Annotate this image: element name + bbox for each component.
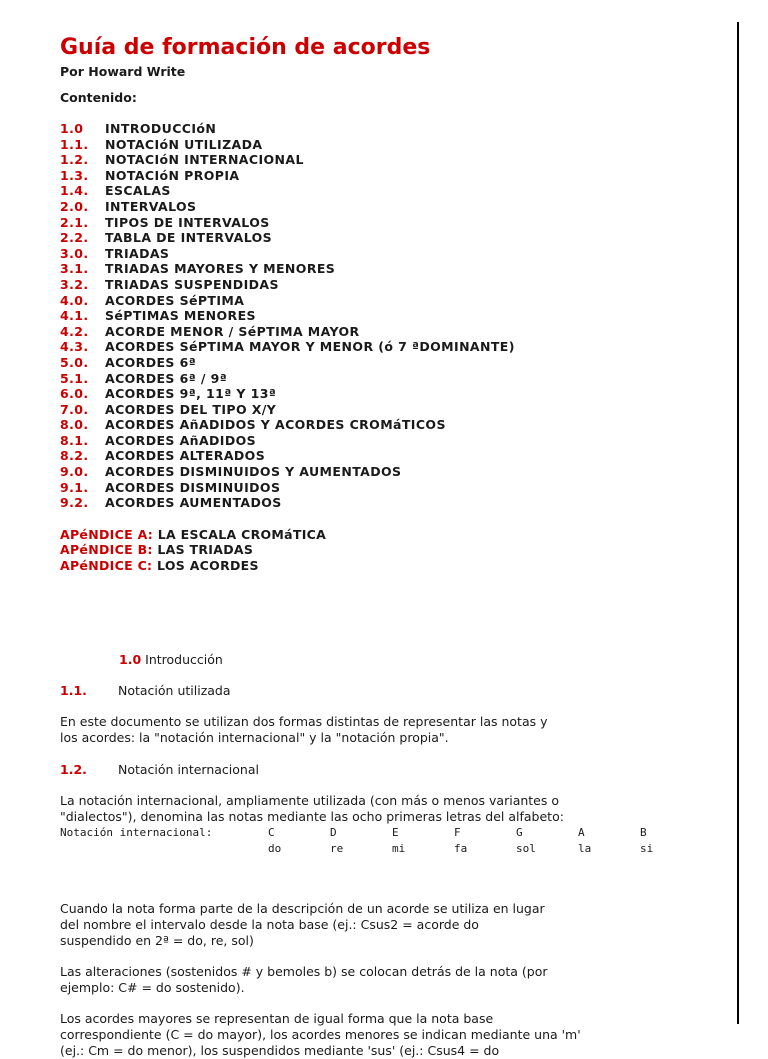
- paragraph-1-2-chords: Los acordes mayores se representan de igual forma que la nota base correspondiente (C = do mayor), los acordes menores se indican mediante una 'm' (ej.: Cm = do menor), los suspendidos mediante 'sus' (ej.: Csus4 = do: [60, 1011, 581, 1058]
- toc-item[interactable]: [60, 402, 720, 418]
- section-1-2-heading: [60, 762, 259, 777]
- toc-item-number: 1.3.: [60, 167, 89, 183]
- toc-item-label: ESCALAS: [105, 183, 171, 199]
- toc-item-number: 1.4.: [60, 183, 89, 199]
- toc-item[interactable]: [60, 168, 720, 184]
- section-title: Notación internacional: [118, 762, 259, 777]
- toc-item-label: ACORDES DISMINUIDOS: [105, 479, 281, 495]
- toc-item-label: ACORDES 9ª, 11ª Y 13ª: [105, 386, 277, 402]
- toc-item-number: 6.0.: [60, 386, 89, 402]
- section-number: 1.2.: [60, 762, 87, 777]
- toc-item[interactable]: [60, 308, 720, 324]
- appendix-prefix: APéNDICE C:: [60, 558, 153, 574]
- section-number: 1.1.: [60, 683, 87, 698]
- document-body: [60, 33, 720, 1058]
- paragraph-1-2-alterations: Las alteraciones (sostenidos # y bemoles b) se colocan detrás de la nota (por ejemplo: C# = do sostenido).: [60, 964, 548, 995]
- note-name: fa: [454, 842, 468, 855]
- toc-item-label: TIPOS DE INTERVALOS: [105, 214, 270, 230]
- toc-item-label: ACORDES AUMENTADOS: [105, 495, 282, 511]
- toc-item-label: ACORDES ALTERADOS: [105, 448, 266, 464]
- toc-item-label: ACORDES 6ª: [105, 354, 197, 370]
- toc-item-number: 8.0.: [60, 417, 89, 433]
- toc-item[interactable]: [60, 277, 720, 293]
- toc-item-number: 2.2.: [60, 230, 89, 246]
- note-letter: E: [392, 826, 399, 839]
- toc-item-number: 7.0.: [60, 401, 89, 417]
- table-of-contents: [60, 121, 720, 511]
- toc-item[interactable]: [60, 339, 720, 355]
- toc-item-label: NOTACIóN INTERNACIONAL: [105, 152, 304, 168]
- toc-item-number: 4.1.: [60, 308, 89, 324]
- toc-item-number: 8.1.: [60, 432, 89, 448]
- paragraph-1-2-chord: Cuando la nota forma parte de la descripción de un acorde se utiliza en lugar del nombre el intervalo desde la nota base (ej.: Csus2 = acorde do suspendido en 2ª = do, re, sol): [60, 901, 545, 948]
- toc-item-number: 8.2.: [60, 448, 89, 464]
- toc-item-number: 1.1.: [60, 136, 89, 152]
- toc-item-label: TRIADAS SUSPENDIDAS: [105, 276, 279, 292]
- appendix-item[interactable]: [60, 527, 720, 543]
- toc-item-label: ACORDES 6ª / 9ª: [105, 370, 228, 386]
- toc-item-label: INTRODUCCIóN: [105, 121, 217, 136]
- note-letter: D: [330, 826, 337, 839]
- appendix-item[interactable]: [60, 558, 720, 574]
- toc-item-label: SéPTIMAS MENORES: [105, 308, 256, 324]
- toc-item-label: ACORDES DISMINUIDOS Y AUMENTADOS: [105, 464, 402, 480]
- toc-item-label: ACORDES SéPTIMA MAYOR Y MENOR (ó 7 ªDOMINANTE): [105, 339, 515, 355]
- toc-item[interactable]: [60, 293, 720, 309]
- section-1-0-heading[interactable]: [119, 652, 223, 667]
- toc-item-label: ACORDES DEL TIPO X/Y: [105, 401, 277, 417]
- document-title: Guía de formación de acordes: [60, 35, 431, 60]
- toc-item-number: 2.0.: [60, 198, 89, 214]
- note-letter: A: [578, 826, 585, 839]
- toc-item-label: NOTACIóN PROPIA: [105, 167, 240, 183]
- note-name: la: [578, 842, 592, 855]
- appendix-label: LAS TRIADAS: [157, 542, 254, 558]
- toc-item[interactable]: [60, 137, 720, 153]
- toc-item-number: 4.3.: [60, 339, 89, 355]
- section-title: Introducción: [145, 652, 223, 667]
- toc-item-label: TRIADAS MAYORES Y MENORES: [105, 261, 336, 277]
- appendix-prefix: APéNDICE B:: [60, 542, 153, 558]
- toc-item-number: 4.2.: [60, 323, 89, 339]
- appendix-list: [60, 527, 720, 574]
- toc-item-number: 9.2.: [60, 495, 89, 511]
- note-letter: C: [268, 826, 275, 839]
- toc-item[interactable]: [60, 495, 720, 511]
- note-name: re: [330, 842, 344, 855]
- appendix-prefix: APéNDICE A:: [60, 526, 154, 542]
- toc-item-label: ACORDES AñADIDOS: [105, 432, 257, 448]
- section-number: 1.0: [119, 652, 142, 667]
- toc-item-label: ACORDE MENOR / SéPTIMA MAYOR: [105, 323, 360, 339]
- toc-item[interactable]: [60, 199, 720, 215]
- note-name: do: [268, 842, 282, 855]
- toc-item-number: 9.0.: [60, 464, 89, 480]
- toc-item-number: 2.1.: [60, 214, 89, 230]
- document-author: Por Howard Write: [60, 64, 186, 79]
- section-1-1-heading: [60, 683, 231, 698]
- toc-item[interactable]: [60, 152, 720, 168]
- note-letter: B: [640, 826, 647, 839]
- note-name: mi: [392, 842, 406, 855]
- toc-item[interactable]: [60, 448, 720, 464]
- appendix-label: LOS ACORDES: [157, 558, 259, 574]
- toc-item-number: 1.0: [60, 121, 84, 136]
- note-name: sol: [516, 842, 536, 855]
- toc-item[interactable]: [60, 355, 720, 371]
- toc-item[interactable]: [60, 230, 720, 246]
- paragraph-1-1: En este documento se utilizan dos formas distintas de representar las notas y los acordes: la "notación internacional" y la "notación propia".: [60, 714, 548, 745]
- toc-item-number: 9.1.: [60, 479, 89, 495]
- toc-item-number: 5.0.: [60, 354, 89, 370]
- toc-item-label: TABLA DE INTERVALOS: [105, 230, 273, 246]
- note-letter: G: [516, 826, 523, 839]
- contents-heading: Contenido:: [60, 90, 137, 105]
- toc-item-number: 3.0.: [60, 245, 89, 261]
- toc-item-label: INTERVALOS: [105, 198, 197, 214]
- toc-item[interactable]: [60, 183, 720, 199]
- toc-item-number: 3.1.: [60, 261, 89, 277]
- appendix-label: LA ESCALA CROMáTICA: [157, 526, 327, 542]
- toc-item[interactable]: [60, 464, 720, 480]
- note-letter: F: [454, 826, 461, 839]
- toc-item-number: 3.2.: [60, 276, 89, 292]
- toc-item-label: ACORDES SéPTIMA: [105, 292, 245, 308]
- toc-item-number: 5.1.: [60, 370, 89, 386]
- toc-item[interactable]: [60, 386, 720, 402]
- toc-item[interactable]: [60, 417, 720, 433]
- note-name: si: [640, 842, 654, 855]
- page-divider-line: [737, 22, 739, 1024]
- toc-item[interactable]: [60, 433, 720, 449]
- toc-item[interactable]: [60, 480, 720, 496]
- toc-item[interactable]: [60, 246, 720, 262]
- paragraph-1-2-intro: La notación internacional, ampliamente utilizada (con más o menos variantes o "dialectos"), denomina las notas mediante las ocho primeras letras del alfabeto:: [60, 793, 564, 824]
- toc-item-number: 4.0.: [60, 292, 89, 308]
- toc-item-number: 1.2.: [60, 152, 89, 168]
- notation-label: Notación internacional:: [60, 826, 213, 839]
- toc-item[interactable]: [60, 215, 720, 231]
- toc-item[interactable]: [60, 121, 720, 137]
- toc-item[interactable]: [60, 371, 720, 387]
- appendix-item[interactable]: [60, 542, 720, 558]
- toc-item[interactable]: [60, 261, 720, 277]
- toc-item[interactable]: [60, 324, 720, 340]
- toc-item-label: TRIADAS: [105, 245, 170, 261]
- toc-item-label: ACORDES AñADIDOS Y ACORDES CROMáTICOS: [105, 417, 446, 433]
- section-title: Notación utilizada: [118, 683, 231, 698]
- toc-item-label: NOTACIóN UTILIZADA: [105, 136, 263, 152]
